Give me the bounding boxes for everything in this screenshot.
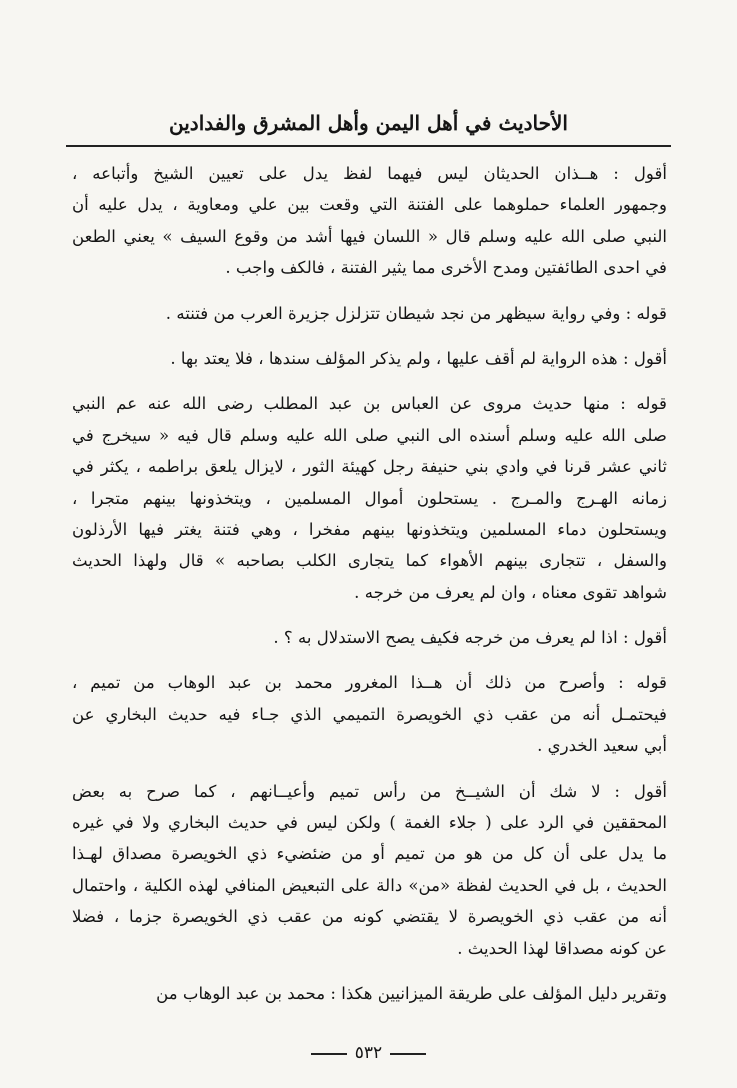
text-line: قوله : منها حديث مروى عن العباس بن عبد المطلب رضى الله عنه عم النبي — [72, 394, 667, 414]
text-line: المحققين في الرد على ( جلاء الغمة ) ولكن ليس في حديث البخاري ولا في غيره — [72, 813, 667, 833]
running-header: الأحاديث في أهل اليمن وأهل المشرق والفدادين — [169, 111, 568, 135]
text-line: وجمهور العلماء حملوهما على الفتنة التي وقعت بين علي ومعاوية ، يدل عليه أن — [72, 195, 667, 215]
paragraph — [72, 667, 667, 761]
paragraph — [72, 343, 667, 374]
text-line: في احدى الطائفتين ومدح الأخرى مما يثير الفتنة ، فالكف واجب . — [225, 258, 667, 278]
paragraph — [72, 388, 667, 608]
text-line: قوله : وفي رواية سيظهر من نجد شيطان تتزلزل جزيرة العرب من فتنته . — [165, 303, 667, 323]
text-line: عن كونه مصداقا لهذا الحديث . — [457, 938, 667, 958]
header-divider — [66, 145, 671, 147]
text-line: النبي صلى الله عليه وسلم قال « اللسان فيها أشد من وقوع السيف » يعني الطعن — [72, 226, 667, 246]
paragraph — [72, 298, 667, 329]
text-line: أقول : اذا لم يعرف من خرجه فكيف يصح الاستدلال به ؟ . — [273, 628, 667, 648]
text-line: شواهد تقوى معناه ، وان لم يعرف من خرجه . — [354, 582, 667, 602]
footer-dash-right — [311, 1053, 347, 1055]
text-line: صلى الله عليه وسلم أسنده الى النبي صلى الله عليه وسلم قال فيه « سيخرج في — [72, 425, 667, 445]
paragraph — [72, 776, 667, 964]
text-line: فيحتمـل أنه من عقب ذي الخويصرة التميمي الذي جـاء فيه حديث البخاري عن — [72, 704, 667, 724]
paragraph — [72, 622, 667, 653]
page-footer — [0, 1038, 737, 1068]
text-line: أبي سعيد الخدري . — [537, 736, 667, 756]
paragraph — [72, 158, 667, 284]
text-line: الحديث ، بل في الحديث لفظة «من» دالة على التبعيض المنافي لهذه الكلية ، واحتمال — [72, 875, 667, 895]
page-body — [72, 158, 667, 1023]
text-line: أقول : لا شك أن الشيــخ من رأس تميم وأعيــانهم ، كما صرح به بعض — [72, 781, 667, 801]
text-line: أقول : هذه الرواية لم أقف عليها ، ولم يذكر المؤلف سندها ، فلا يعتد بها . — [170, 348, 667, 368]
text-line: ما يدل على أن كل من هو من تميم أو من ضئضيء ذي الخويصرة مصداق لهـذا — [72, 844, 667, 864]
text-line: قوله : وأصرح من ذلك أن هــذا المغرور محمد بن عبد الوهاب من تميم ، — [72, 673, 667, 693]
text-line: والسفل ، تتجارى بينهم الأهواء كما يتجارى الكلب بصاحبه » قال ولهذا الحديث — [72, 551, 667, 571]
text-line: زمانه الهـرج والمـرج . يستحلون أموال المسلمين ، ويتخذونها بينهم متجرا ، — [72, 488, 667, 508]
page-number: ٥٣٢ — [354, 1043, 383, 1063]
text-line: أقول : هــذان الحديثان ليس فيهما لفظ يدل على تعيين الشيخ وأتباعه ، — [72, 164, 667, 183]
footer-dash-left — [390, 1053, 426, 1055]
text-line: أنه من عقب ذي الخويصرة لا يقتضي كونه من عقب ذي الخويصرة جزما ، فضلا — [72, 907, 667, 927]
text-line: ويستحلون دماء المسلمين ويتخذونها بينهم مفخرا ، وهي فتنة يغتر فيها الأرذلون — [72, 519, 667, 539]
paragraph — [72, 978, 667, 1009]
text-line: ثاني عشر قرنا في وادي بني حنيفة رجل كهيئة الثور ، لايزال يلعق براطمه ، يكثر في — [72, 457, 667, 477]
text-line: وتقرير دليل المؤلف على طريقة الميزانيين هكذا : محمد بن عبد الوهاب من — [156, 983, 667, 1003]
